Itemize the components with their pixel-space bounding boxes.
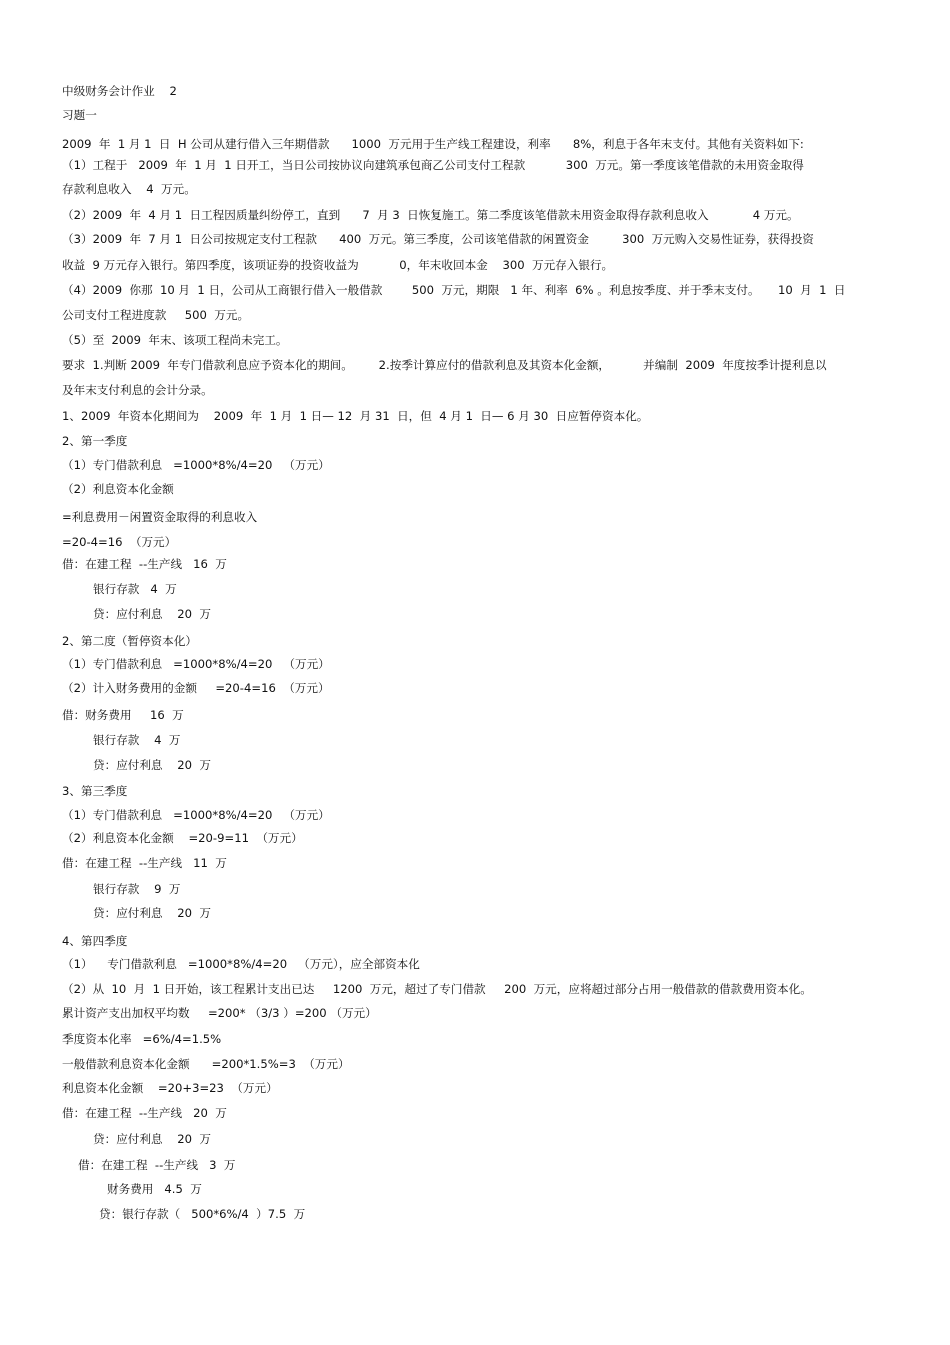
problem-item-4: （4）2009 你那 10 月 1 日，公司从工商银行借入一般借款 500 万元，期限 1 年、利率 6% 。利息按季度、并于季末支付。 10 月 1 日 [62, 283, 846, 297]
q1-line-1: （1）专门借款利息 =1000*8%/4=20 （万元） [62, 458, 330, 472]
q4-line-1: （1） 专门借款利息 =1000*8%/4=20 （万元），应全部资本化 [62, 957, 420, 971]
problem-item-5: （5）至 2009 年末、该项工程尚未完工。 [62, 333, 288, 347]
q2-line-2: （2）计入财务费用的金额 =20-4=16 （万元） [62, 681, 330, 695]
q1-line-3: =利息费用－闲置资金取得的利息收入 [62, 510, 258, 524]
q2-heading: 2、第二度（暂停资本化） [62, 634, 197, 648]
q3-line-2: （2）利息资本化金额 =20-9=11 （万元） [62, 831, 303, 845]
q2-credit-1: 贷：应付利息 20 万 [93, 758, 212, 772]
exercise-heading: 习题一 [62, 108, 97, 122]
problem-item-4-cont: 公司支付工程进度款 500 万元。 [62, 308, 250, 322]
requirement-cont: 及年末支付利息的会计分录。 [62, 383, 213, 397]
problem-item-2: （2）2009 年 4 月 1 日工程因质量纠纷停工，直到 7 月 3 日恢复施工。第二季度该笔借款未用资金取得存款利息收入 4 万元。 [62, 208, 799, 222]
problem-intro: 2009 年 1 月 1 日 H 公司从建行借入三年期借款 1000 万元用于生产线工程建设，利率 8%，利息于各年末支付。其他有关资料如下: [62, 137, 804, 151]
q1-credit-1: 贷：应付利息 20 万 [93, 607, 212, 621]
q4-line-6: 利息资本化金额 =20+3=23 （万元） [62, 1081, 278, 1095]
q1-debit-1: 借：在建工程 --生产线 16 万 [62, 557, 227, 571]
q3-credit-1: 贷：应付利息 20 万 [93, 906, 212, 920]
q1-heading: 2、第一季度 [62, 434, 128, 448]
requirement: 要求 1.判断 2009 年专门借款利息应予资本化的期间。 2.按季计算应付的借款利息及其资本化金额， 并编制 2009 年度按季计提利息以 [62, 358, 827, 372]
q4-line-2: （2）从 10 月 1 日开始，该工程累计支出已达 1200 万元，超过了专门借款 200 万元，应将超过部分占用一般借款的借款费用资本化。 [62, 982, 812, 996]
q2-line-1: （1）专门借款利息 =1000*8%/4=20 （万元） [62, 657, 330, 671]
q2-debit-1: 借：财务费用 16 万 [62, 708, 184, 722]
q3-debit-1: 借：在建工程 --生产线 11 万 [62, 856, 227, 870]
problem-item-1-cont: 存款利息收入 4 万元。 [62, 182, 196, 196]
q3-line-1: （1）专门借款利息 =1000*8%/4=20 （万元） [62, 808, 330, 822]
answer-1: 1、2009 年资本化期间为 2009 年 1 月 1 日— 12 月 31 日，但 4 月 1 日— 6 月 30 日应暂停资本化。 [62, 409, 649, 423]
problem-item-3: （3）2009 年 7 月 1 日公司按规定支付工程款 400 万元。第三季度，公司该笔借款的闲置资金 300 万元购入交易性证券，获得投资 [62, 232, 814, 246]
q1-debit-2: 银行存款 4 万 [93, 582, 177, 596]
q4-credit-2: 贷：银行存款（ 500*6%/4 ）7.5 万 [99, 1207, 306, 1221]
q3-debit-2: 银行存款 9 万 [93, 882, 181, 896]
q4-line-4: 季度资本化率 =6%/4=1.5% [62, 1032, 222, 1046]
problem-item-1: （1）工程于 2009 年 1 月 1 日开工，当日公司按协议向建筑承包商乙公司支付工程款 300 万元。第一季度该笔借款的未用资金取得 [62, 158, 804, 172]
q1-line-2: （2）利息资本化金额 [62, 482, 174, 496]
doc-title: 中级财务会计作业 2 [62, 84, 177, 98]
q4-debit-3: 借：在建工程 --生产线 3 万 [78, 1158, 236, 1172]
q4-heading: 4、第四季度 [62, 934, 128, 948]
q1-line-4: =20-4=16 （万元） [62, 535, 177, 549]
q4-line-5: 一般借款利息资本化金额 =200*1.5%=3 （万元） [62, 1057, 350, 1071]
q3-heading: 3、第三季度 [62, 784, 128, 798]
q4-debit-4: 财务费用 4.5 万 [107, 1182, 202, 1196]
q4-line-3: 累计资产支出加权平均数 =200* （3/3 ）=200 （万元） [62, 1006, 377, 1020]
q4-credit-1: 贷：应付利息 20 万 [93, 1132, 212, 1146]
problem-item-3-cont: 收益 9 万元存入银行。第四季度，该项证券的投资收益为 0，年末收回本金 300 万元存入银行。 [62, 258, 614, 272]
q2-debit-2: 银行存款 4 万 [93, 733, 181, 747]
q4-debit-1: 借：在建工程 --生产线 20 万 [62, 1106, 227, 1120]
